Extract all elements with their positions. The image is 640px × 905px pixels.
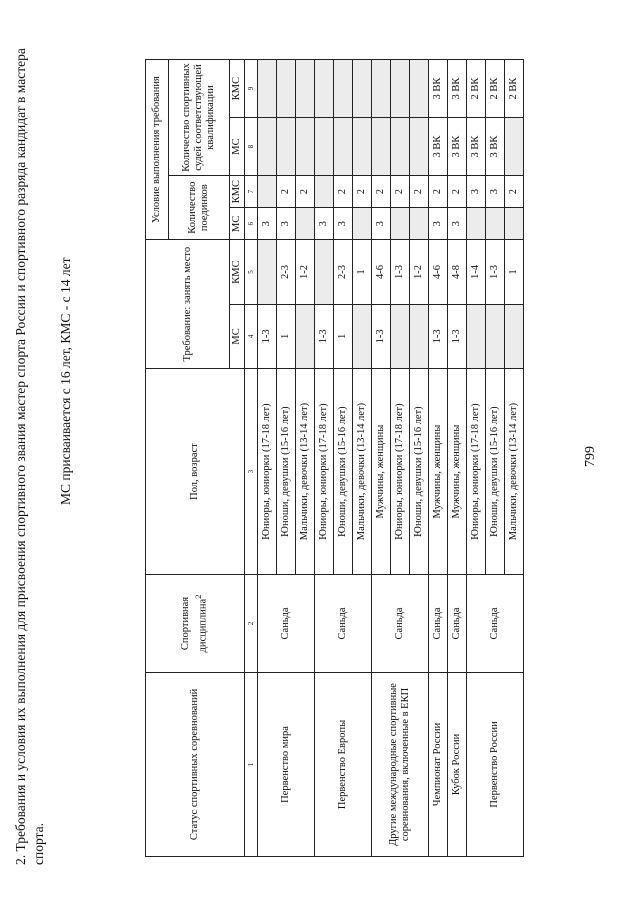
table-row <box>258 60 277 857</box>
header-sex-age: Пол, возраст <box>146 369 245 575</box>
bouts-kms-cell: 3 <box>467 176 486 208</box>
header-bouts-kms: КМС <box>230 176 245 208</box>
judges-kms-cell <box>372 60 391 118</box>
header-bouts: Количество поединков <box>169 176 230 240</box>
column-number: 2 <box>245 575 258 673</box>
header-judges: Количество спортивных судей соответствующей квалификации <box>169 60 230 176</box>
discipline-cell: Саньда <box>315 575 372 673</box>
sex-age-cell: Мужчины, женщины <box>372 369 391 575</box>
place-ms-cell <box>467 304 486 368</box>
judges-kms-cell: 3 ВК <box>448 60 467 118</box>
judges-ms-cell <box>372 118 391 176</box>
place-ms-cell <box>391 304 410 368</box>
judges-ms-cell <box>353 118 372 176</box>
sex-age-cell: Юниоры, юниорки (17-18 лет) <box>467 369 486 575</box>
header-conditions: Условие выполнения требования <box>146 60 169 240</box>
sex-age-cell: Юниоры, юниорки (17-18 лет) <box>391 369 410 575</box>
column-number: 7 <box>245 176 258 208</box>
place-ms-cell: 1-3 <box>315 304 334 368</box>
bouts-kms-cell: 2 <box>277 176 296 208</box>
sex-age-cell: Юниоры, юниорки (17-18 лет) <box>258 369 277 575</box>
bouts-ms-cell <box>353 208 372 240</box>
place-kms-cell: 4-8 <box>448 240 467 304</box>
bouts-ms-cell: 3 <box>448 208 467 240</box>
requirements-table <box>145 59 524 857</box>
place-kms-cell <box>258 240 277 304</box>
bouts-ms-cell <box>391 208 410 240</box>
header-judges-ms: МС <box>230 118 245 176</box>
sex-age-cell: Юниоры, юниорки (17-18 лет) <box>315 369 334 575</box>
judges-ms-cell <box>277 118 296 176</box>
bouts-ms-cell <box>505 208 524 240</box>
discipline-cell: Саньда <box>448 575 467 673</box>
bouts-kms-cell <box>258 176 277 208</box>
column-number: 9 <box>245 60 258 118</box>
bouts-ms-cell: 3 <box>429 208 448 240</box>
judges-ms-cell: 3 ВК <box>486 118 505 176</box>
place-ms-cell <box>410 304 429 368</box>
header-requirement-place: Требование: занять место <box>146 240 230 369</box>
age-note: МС присваивается с 16 лет, КМС - с 14 лет <box>58 257 73 505</box>
bouts-kms-cell: 2 <box>372 176 391 208</box>
column-number: 4 <box>245 304 258 368</box>
judges-ms-cell <box>391 118 410 176</box>
sex-age-cell: Юноши, девушки (15-16 лет) <box>410 369 429 575</box>
column-number: 3 <box>245 369 258 575</box>
table-row <box>372 60 391 857</box>
place-ms-cell: 1 <box>277 304 296 368</box>
judges-kms-cell <box>277 60 296 118</box>
table-row <box>429 60 448 857</box>
header-discipline-label: Спортивная дисциплина <box>180 596 209 653</box>
bouts-kms-cell: 2 <box>410 176 429 208</box>
bouts-ms-cell: 3 <box>277 208 296 240</box>
place-kms-cell: 1 <box>353 240 372 304</box>
section-heading: 2. Требования и условия их выполнения для присвоения спортивного звания мастер спорта России и спортивного разряда кандидат в мастера спорта. <box>13 48 46 865</box>
bouts-kms-cell: 2 <box>353 176 372 208</box>
bouts-ms-cell <box>467 208 486 240</box>
judges-kms-cell: 2 ВК <box>467 60 486 118</box>
place-kms-cell: 1-2 <box>296 240 315 304</box>
column-number: 1 <box>245 672 258 856</box>
bouts-kms-cell: 2 <box>334 176 353 208</box>
judges-kms-cell: 3 ВК <box>429 60 448 118</box>
header-judges-kms: КМС <box>230 60 245 118</box>
discipline-cell: Саньда <box>429 575 448 673</box>
place-ms-cell: 1-3 <box>372 304 391 368</box>
judges-kms-cell <box>410 60 429 118</box>
bouts-kms-cell: 2 <box>391 176 410 208</box>
judges-ms-cell <box>505 118 524 176</box>
bouts-ms-cell: 3 <box>372 208 391 240</box>
place-kms-cell: 1 <box>505 240 524 304</box>
status-cell: Другие международные спортивные соревнования, включенные в ЕКП <box>372 672 429 856</box>
header-bouts-ms: МС <box>230 208 245 240</box>
judges-kms-cell <box>315 60 334 118</box>
discipline-cell: Саньда <box>372 575 429 673</box>
sex-age-cell: Мальчики, девочки (13-14 лет) <box>353 369 372 575</box>
header-place-kms: КМС <box>230 240 245 304</box>
sex-age-cell: Юноши, девушки (15-16 лет) <box>486 369 505 575</box>
status-cell: Чемпионат России <box>429 672 448 856</box>
bouts-ms-cell: 3 <box>334 208 353 240</box>
header-discipline <box>146 575 245 673</box>
judges-ms-cell <box>296 118 315 176</box>
judges-kms-cell: 2 ВК <box>505 60 524 118</box>
column-number-row <box>245 60 258 857</box>
sex-age-cell: Мальчики, девочки (13-14 лет) <box>296 369 315 575</box>
sex-age-cell: Мальчики, девочки (13-14 лет) <box>505 369 524 575</box>
page-number: 799 <box>583 446 598 467</box>
place-ms-cell: 1-3 <box>448 304 467 368</box>
bouts-ms-cell <box>410 208 429 240</box>
bouts-kms-cell: 2 <box>505 176 524 208</box>
place-ms-cell: 1-3 <box>258 304 277 368</box>
discipline-cell: Саньда <box>258 575 315 673</box>
judges-kms-cell <box>296 60 315 118</box>
judges-kms-cell <box>391 60 410 118</box>
judges-ms-cell: 3 ВК <box>448 118 467 176</box>
status-cell: Первенство мира <box>258 672 315 856</box>
place-ms-cell <box>353 304 372 368</box>
status-cell: Первенство России <box>467 672 524 856</box>
judges-ms-cell: 3 ВК <box>467 118 486 176</box>
sex-age-cell: Юноши, девушки (15-16 лет) <box>334 369 353 575</box>
sex-age-cell: Юноши, девушки (15-16 лет) <box>277 369 296 575</box>
column-number: 6 <box>245 208 258 240</box>
bouts-kms-cell: 2 <box>296 176 315 208</box>
place-kms-cell: 4-6 <box>429 240 448 304</box>
judges-ms-cell <box>258 118 277 176</box>
column-number: 5 <box>245 240 258 304</box>
place-kms-cell: 2-3 <box>277 240 296 304</box>
status-cell: Первенство Европы <box>315 672 372 856</box>
judges-kms-cell: 2 ВК <box>486 60 505 118</box>
bouts-kms-cell: 3 <box>486 176 505 208</box>
bouts-kms-cell <box>315 176 334 208</box>
judges-kms-cell <box>258 60 277 118</box>
bouts-ms-cell <box>296 208 315 240</box>
place-kms-cell: 2-3 <box>334 240 353 304</box>
bouts-ms-cell: 3 <box>315 208 334 240</box>
place-kms-cell <box>315 240 334 304</box>
place-ms-cell <box>505 304 524 368</box>
table-row <box>315 60 334 857</box>
place-kms-cell: 4-6 <box>372 240 391 304</box>
sex-age-cell: Мужчины, женщины <box>448 369 467 575</box>
header-discipline-footnote: 2 <box>193 594 204 599</box>
judges-ms-cell <box>334 118 353 176</box>
discipline-cell: Саньда <box>467 575 524 673</box>
status-cell: Кубок России <box>448 672 467 856</box>
bouts-ms-cell: 3 <box>258 208 277 240</box>
judges-kms-cell <box>334 60 353 118</box>
place-kms-cell: 1-4 <box>467 240 486 304</box>
bouts-kms-cell: 2 <box>448 176 467 208</box>
bouts-ms-cell <box>486 208 505 240</box>
judges-kms-cell <box>353 60 372 118</box>
header-place-ms: МС <box>230 304 245 368</box>
place-ms-cell <box>486 304 505 368</box>
place-kms-cell: 1-3 <box>391 240 410 304</box>
place-kms-cell: 1-2 <box>410 240 429 304</box>
bouts-kms-cell: 2 <box>429 176 448 208</box>
table-row <box>448 60 467 857</box>
header-status: Статус спортивных соревнований <box>146 672 245 856</box>
place-ms-cell: 1-3 <box>429 304 448 368</box>
judges-ms-cell <box>410 118 429 176</box>
place-kms-cell: 1-3 <box>486 240 505 304</box>
place-ms-cell <box>296 304 315 368</box>
sex-age-cell: Мужчины, женщины <box>429 369 448 575</box>
judges-ms-cell <box>315 118 334 176</box>
column-number: 8 <box>245 118 258 176</box>
judges-ms-cell: 3 ВК <box>429 118 448 176</box>
table-row <box>467 60 486 857</box>
place-ms-cell: 1 <box>334 304 353 368</box>
